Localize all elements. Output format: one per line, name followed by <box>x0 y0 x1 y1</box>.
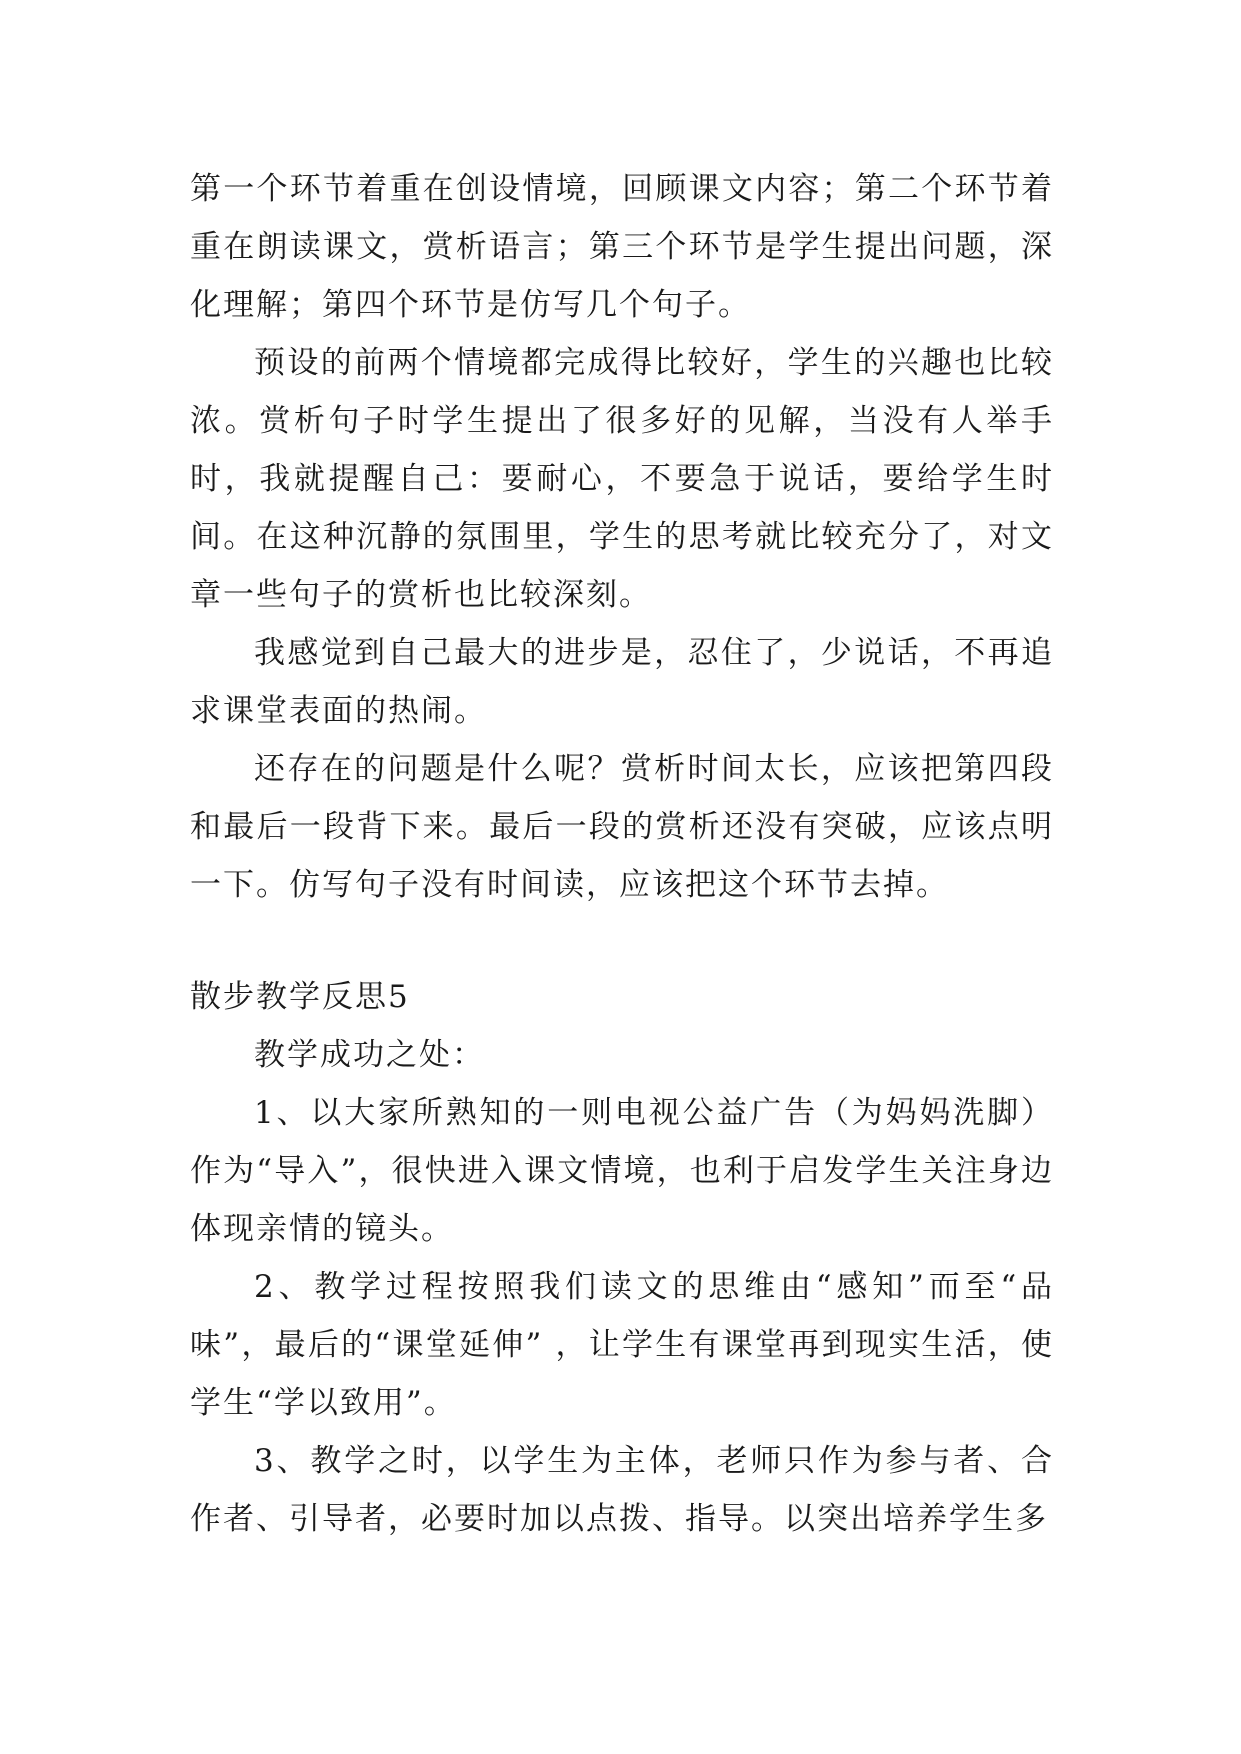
paragraph: 还存在的问题是什么呢？赏析时间太长，应该把第四段和最后一段背下来。最后一段的赏析还没有突破，应该点明一下。仿写句子没有时间读，应该把这个环节去掉。 <box>190 751 1054 903</box>
list-item: 1、以大家所熟知的一则电视公益广告（为妈妈洗脚）作为“导入”，很快进入课文情境，也利于启发学生关注身边体现亲情的镜头。 <box>190 1095 1054 1247</box>
section-title: 散步教学反思5 <box>190 979 410 1015</box>
list-item: 3、教学之时，以学生为主体，老师只作为参与者、合作者、引导者，必要时加以点拨、指导。以突出培养学生多 <box>190 1443 1054 1537</box>
paragraph: 预设的前两个情境都完成得比较好，学生的兴趣也比较浓。赏析句子时学生提出了很多好的见解，当没有人举手时，我就提醒自己：要耐心，不要急于说话，要给学生时间。在这种沉静的氛围里，学生的思考就比较充分了，对文章一些句子的赏析也比较深刻。 <box>190 345 1054 613</box>
section-subheading: 教学成功之处： <box>254 1037 485 1073</box>
paragraph: 第一个环节着重在创设情境，回顾课文内容；第二个环节着重在朗读课文，赏析语言；第三个环节是学生提出问题，深化理解；第四个环节是仿写几个句子。 <box>190 171 1054 323</box>
document-body <box>190 160 1054 1548</box>
paragraph: 我感觉到自己最大的进步是，忍住了，少说话，不再追求课堂表面的热闹。 <box>190 635 1054 729</box>
list-item: 2、教学过程按照我们读文的思维由“感知”而至“品味”，最后的“课堂延伸” ，让学生有课堂再到现实生活，使学生“学以致用”。 <box>190 1269 1054 1421</box>
